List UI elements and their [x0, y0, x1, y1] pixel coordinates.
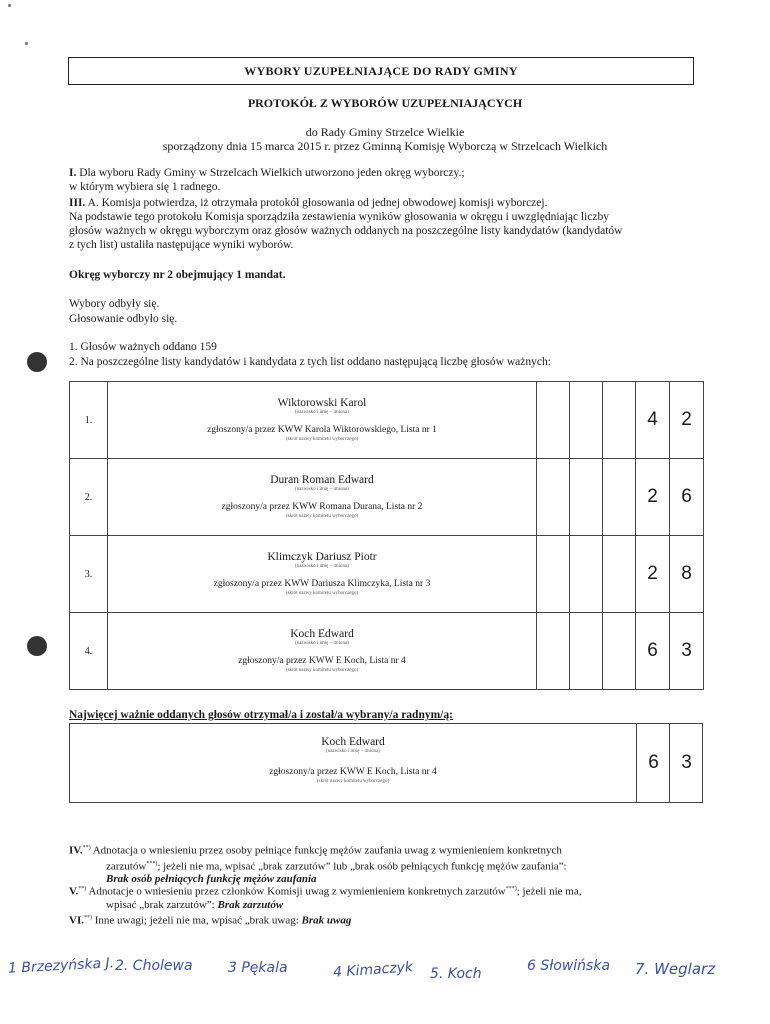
committee-hint: (skrót nazwy komitetu wyborczego)	[285, 437, 359, 442]
candidate-number: 2.	[70, 459, 108, 536]
signature-2: 2. Cholewa	[115, 958, 193, 974]
vote-digit: 4	[636, 382, 670, 459]
candidate-name: Klimczyk Dariusz Piotr	[267, 551, 377, 563]
candidate-list: zgłoszony/a przez KWW Dariusza Klimczyka, Lista nr 3	[213, 579, 431, 589]
winner-vote-digit: 6	[636, 724, 670, 802]
candidate-name: Duran Roman Edward	[270, 474, 374, 486]
committee-hint: (skrót nazwy komitetu wyborczego)	[316, 779, 390, 784]
valid-votes: 1. Głosów ważnych oddano 159	[69, 341, 217, 353]
vote-digit: 2	[636, 536, 670, 613]
section-1	[69, 166, 709, 194]
note-v-answer: Brak zarzutów	[217, 898, 284, 911]
candidate-name: Wiktorowski Karol	[277, 397, 367, 409]
candidate-row	[70, 459, 704, 536]
vote-digit: 6	[670, 459, 704, 536]
candidate-row	[70, 536, 704, 613]
election-title-box: WYBORY UZUPEŁNIAJĄCE DO RADY GMINY	[68, 57, 694, 85]
section-3	[69, 196, 709, 252]
name-hint: (nazwisko i imię – imiona)	[295, 487, 349, 492]
candidate-row	[70, 382, 704, 459]
punch-hole	[27, 636, 47, 656]
section-3-number: III.	[69, 197, 86, 209]
signature-6: 6 Słowińska	[527, 958, 611, 974]
vote-digit: 6	[636, 613, 670, 690]
note-v-line2: wpisać „brak zarzutów”:	[106, 898, 215, 911]
section-1-line2: w którym wybiera się 1 radnego.	[69, 181, 221, 193]
note-iv-answer: Brak osób pełniących funkcję mężów zaufania	[106, 873, 317, 886]
candidate-row	[70, 613, 704, 690]
empty-vote-cell	[537, 459, 570, 536]
winner-name: Koch Edward	[321, 736, 385, 748]
empty-vote-cell	[537, 536, 570, 613]
drawn-up-line: sporządzony dnia 15 marca 2015 r. przez Gminną Komisję Wyborczą w Strzelcach Wielkich	[162, 139, 608, 153]
note-iv-text-2b: ; jeżeli nie ma, wpisać „brak zarzutów” lub „brak osób pełniących funkcję mężów zaufania”:	[157, 860, 567, 873]
elections-held: Wybory odbyły się.	[69, 298, 160, 310]
note-vi	[69, 912, 709, 928]
candidate-number: 1.	[70, 382, 108, 459]
note-v-mark: **)	[78, 886, 87, 892]
winner-details	[70, 736, 636, 785]
voting-held: Głosowanie odbyło się.	[69, 313, 178, 325]
candidate-number: 4.	[70, 613, 108, 690]
committee-hint: (skrót nazwy komitetu wyborczego)	[285, 514, 359, 519]
candidate-name: Koch Edward	[290, 628, 354, 640]
candidates-table	[69, 381, 704, 690]
note-vi-mark: **)	[83, 915, 92, 921]
signature-1: 1 Brzezyńska J.	[7, 955, 115, 977]
signature-7: 7. Weglarz	[635, 960, 716, 978]
empty-vote-cell	[603, 613, 636, 690]
note-vi-text: Inne uwagi; jeżeli nie ma, wpisać „brak uwag:	[94, 914, 299, 927]
winner-box	[69, 723, 703, 803]
empty-vote-cell	[603, 459, 636, 536]
empty-vote-cell	[570, 382, 603, 459]
committee-hint: (skrót nazwy komitetu wyborczego)	[285, 668, 359, 673]
note-iv-mark: **)	[82, 845, 91, 851]
empty-vote-cell	[603, 382, 636, 459]
scan-speck	[25, 42, 28, 45]
vote-digit: 2	[670, 382, 704, 459]
section-3-text: A. Komisja potwierdza, iż otrzymała protokół głosowania od jednej obwodowej komisji wyborczej.	[87, 197, 548, 209]
section-3-line3: głosów ważnych w okręgu wyborczym oraz głosów ważnych oddanych na poszczególne listy kandydatów (kandydatów	[69, 225, 623, 237]
note-vi-answer: Brak uwag	[301, 914, 352, 927]
candidate-list: zgłoszony/a przez KWW Romana Durana, Lista nr 2	[221, 502, 423, 512]
votes-distribution: 2. Na poszczególne listy kandydatów i kandydata z tych list oddano następującą liczbę głosów ważnych:	[69, 356, 551, 368]
name-hint: (nazwisko i imię – imiona)	[295, 641, 349, 646]
note-v-mark-2: ***)	[505, 886, 517, 892]
signature-4: 4 Kimaczyk	[332, 959, 414, 981]
empty-vote-cell	[570, 613, 603, 690]
candidate-details	[108, 459, 537, 536]
empty-vote-cell	[570, 459, 603, 536]
empty-vote-cell	[537, 382, 570, 459]
candidate-list: zgłoszony/a przez KWW E Koch, Lista nr 4	[238, 656, 406, 666]
section-3-line2: Na podstawie tego protokołu Komisja sporządziła zestawienia wyników głosowania w okręgu i uwzględniając liczby	[69, 211, 610, 223]
note-v-text-end: ; jeżeli nie ma,	[516, 885, 582, 898]
note-iv-number: IV.	[69, 844, 83, 857]
committee-hint: (skrót nazwy komitetu wyborczego)	[285, 591, 359, 596]
candidate-number: 3.	[70, 536, 108, 613]
note-iv	[69, 842, 709, 886]
candidate-details	[108, 382, 537, 459]
note-iv-text-2a: zarzutów	[106, 860, 147, 873]
signature-3: 3 Pękala	[228, 960, 288, 976]
note-v	[69, 883, 709, 912]
section-3-line4: z tych list) ustaliła następujące wyniki wyborów.	[69, 239, 294, 251]
note-v-number: V.	[69, 885, 79, 898]
candidate-details	[108, 613, 537, 690]
punch-hole	[27, 352, 47, 372]
scan-speck	[8, 4, 11, 7]
note-vi-number: VI.	[69, 914, 84, 927]
name-hint: (nazwisko i imię – imiona)	[295, 410, 349, 415]
candidate-details	[108, 536, 537, 613]
signature-5: 5. Koch	[430, 966, 482, 982]
note-v-text: Adnotacje o wniesieniu przez członków Komisji uwag z wymienieniem konkretnych zarzutów	[88, 885, 506, 898]
note-iv-text: Adnotacja o wniesieniu przez osoby pełniące funkcję mężów zaufania uwag z wymienieniem konkretnych	[92, 844, 562, 857]
winner-heading: Najwięcej ważnie oddanych głosów otrzymał/a i został/a wybrany/a radnym/ą:	[69, 709, 453, 721]
vote-digit: 3	[670, 613, 704, 690]
district-heading: Okręg wyborczy nr 2 obejmujący 1 mandat.	[69, 269, 286, 281]
vote-digit: 2	[636, 459, 670, 536]
candidate-list: zgłoszony/a przez KWW Karola Wiktorowskiego, Lista nr 1	[207, 425, 437, 435]
empty-vote-cell	[603, 536, 636, 613]
section-1-number: I.	[69, 167, 77, 179]
winner-vote-digit: 3	[669, 724, 703, 802]
section-1-text: Dla wyboru Rady Gminy w Strzelcach Wielkich utworzono jeden okręg wyborczy.;	[79, 167, 465, 179]
protocol-title: PROTOKÓŁ Z WYBORÓW UZUPEŁNIAJĄCYCH	[247, 96, 523, 110]
winner-list: zgłoszony/a przez KWW E Koch, Lista nr 4	[269, 767, 437, 777]
name-hint: (nazwisko i imię – imiona)	[295, 564, 349, 569]
vote-digit: 8	[670, 536, 704, 613]
council-line: do Rady Gminy Strzelce Wielkie	[305, 125, 465, 139]
empty-vote-cell	[537, 613, 570, 690]
note-iv-line2-mark: ***)	[146, 860, 158, 867]
empty-vote-cell	[570, 536, 603, 613]
name-hint: (nazwisko i imię – imiona)	[326, 749, 380, 754]
